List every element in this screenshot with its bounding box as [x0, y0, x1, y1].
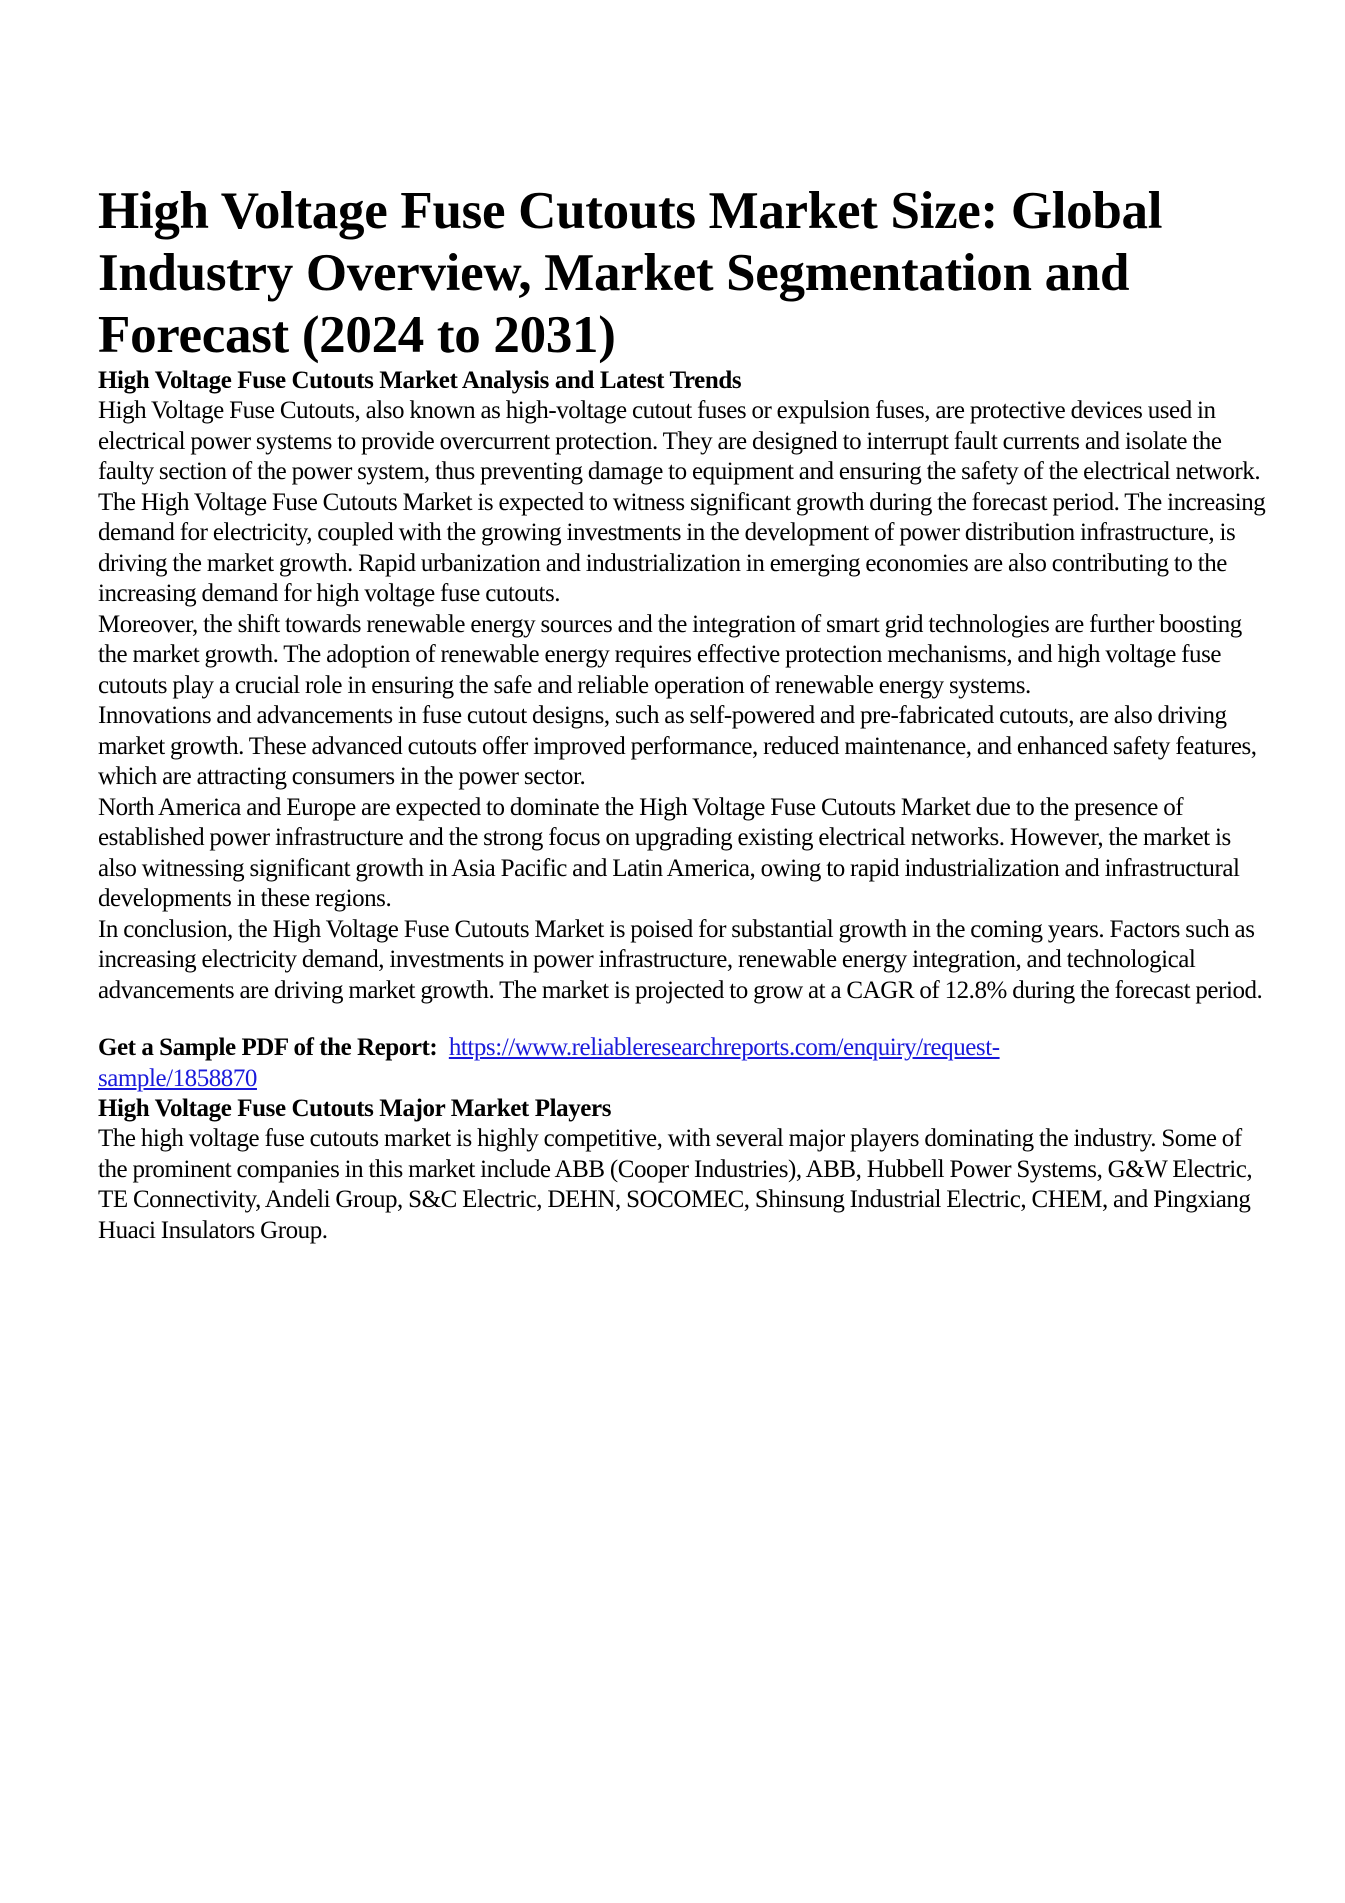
- sample-pdf-label: Get a Sample PDF of the Report:: [98, 1034, 438, 1061]
- section-heading-analysis: High Voltage Fuse Cutouts Market Analysis and Latest Trends: [98, 367, 742, 394]
- paragraph-regions: North America and Europe are expected to dominate the High Voltage Fuse Cutouts Market due to the presence of established power infrastructure and the strong focus on upgrading existing electrical networks. However, the market is also witnessing significant growth in Asia Pacific and Latin America, owing to rapid industrialization and infrastructural developments in these regions.: [98, 793, 1240, 912]
- sample-pdf-cta: [98, 1033, 1158, 1094]
- section-heading-players: High Voltage Fuse Cutouts Major Market Players: [98, 1095, 612, 1122]
- paragraph-innovations: Innovations and advancements in fuse cutout designs, such as self-powered and pre-fabricated cutouts, are also driving market growth. These advanced cutouts offer improved performance, reduced maintenance, and enhanced safety features, which are attracting consumers in the power sector.: [98, 702, 1257, 790]
- paragraph-players: The high voltage fuse cutouts market is highly competitive, with several major players dominating the industry. Some of the prominent companies in this market include ABB (Cooper Industries), ABB, Hubbell Power Systems, G&W Electric, TE Connectivity, Andeli Group, S&C Electric, DEHN, SOCOMEC, Shinsung Industrial Electric, CHEM, and Pingxiang Huaci Insulators Group.: [98, 1125, 1253, 1244]
- document-page: [98, 180, 1268, 1246]
- paragraph-definition: High Voltage Fuse Cutouts, also known as high-voltage cutout fuses or expulsion fuses, are protective devices used in electrical power systems to provide overcurrent protection. They are designed to interrupt fault currents and isolate the faulty section of the power system, thus preventing damage to equipment and ensuring the safety of the electrical network.: [98, 397, 1261, 485]
- page-title: High Voltage Fuse Cutouts Market Size: Global Industry Overview, Market Segmentation and Forecast (2024 to 2031): [98, 182, 1163, 364]
- paragraph-renewables: Moreover, the shift towards renewable energy sources and the integration of smart grid technologies are further boosting the market growth. The adoption of renewable energy requires effective protection mechanisms, and high voltage fuse cutouts play a crucial role in ensuring the safe and reliable operation of renewable energy systems.: [98, 610, 1242, 699]
- paragraph-growth-drivers: The High Voltage Fuse Cutouts Market is expected to witness significant growth during the forecast period. The increasing demand for electricity, coupled with the growing investments in the development of power distribution infrastructure, is driving the market growth. Rapid urbanization and industrialization in emerging economies are also contributing to the increasing demand for high voltage fuse cutouts.: [98, 488, 1266, 607]
- sample-pdf-link[interactable]: https://www.reliableresearchreports.com/enquiry/request-sample/1858870: [98, 1034, 1000, 1092]
- paragraph-conclusion: In conclusion, the High Voltage Fuse Cutouts Market is poised for substantial growth in the coming years. Factors such as increasing electricity demand, investments in power infrastructure, renewable energy integration, and technological advancements are driving market growth. The market is projected to grow at a CAGR of 12.8% during the forecast period.: [98, 915, 1263, 1004]
